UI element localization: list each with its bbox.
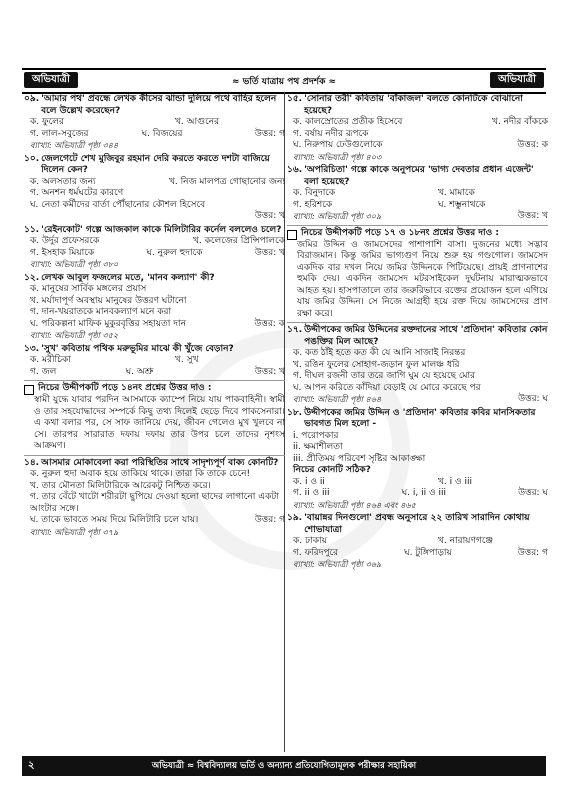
passage-heading: নিচের উদ্দীপকটি পড়ে ১৭ ও ১৮নং প্রশ্নের উত্তর দাও : [301, 227, 500, 238]
option-b: খ. নদীর বাঁককে [492, 117, 548, 127]
answer: উত্তর: ঘ [518, 394, 548, 404]
option-a: ক. উর্দুর প্রফেসরকে [30, 236, 100, 246]
checkbox-icon [287, 230, 297, 240]
question-number: ১১. [24, 224, 40, 235]
question-18 [287, 408, 548, 512]
answer: উত্তর: গ [254, 128, 285, 139]
reference: ব্যাখ্যা: অভিযাত্রী পৃষ্ঠা ৩৫২ [30, 331, 119, 340]
question-number: ০৯. [24, 94, 40, 104]
checkbox-icon [24, 385, 34, 395]
question-16 [287, 165, 548, 223]
question-11 [24, 225, 285, 271]
option-d: ঘ. আপন করিতে কাঁদিয়া বেড়াই যে মোরে করেছে পর [293, 382, 481, 393]
reference: ব্যাখ্যা: অভিযাত্রী পৃষ্ঠা ৩৭৯ [30, 527, 119, 537]
question-number: ১২. [24, 272, 40, 283]
question-09 [24, 94, 285, 152]
reference: ব্যাখ্যা: অভিযাত্রী পৃষ্ঠা ৩৪৪ [30, 141, 119, 150]
option-c: গ. জল [30, 366, 57, 377]
passage-body: জমির উদ্দিন ও জামসেদের পাশাপাশি বাসা। দুজনের মধ্যে সদ্ভাব বিরাজমান। কিন্তু জমির ভাগ্যগুণ নিয়ে শুরু হয় গণ্ডগোল। জামসেদ একদিক বার দখল নিয়ে জমির উদ্দিনকে পিটিয়েছে। প্রায়ই প্রাণনাশের হুমকি দেয়। একদিন জামসেদ মটরসাইকেল দুর্ঘটনায় মারাত্মকভাবে আহত হয়। হাসপাতালে তার জরুরিভাবে রক্তের প্রয়োজন হলে এগিয়ে যায় জমির উদ্দিন। সে নিজে আগ্রহী হয়ে রক্ত দিয়ে জামসেদের প্রাণ রক্ষা করে। [297, 239, 548, 319]
answer: উত্তর: ক [254, 318, 285, 329]
option-c: গ. ii ও iii [293, 488, 330, 498]
reference: ব্যাখ্যা: অভিযাত্রী পৃষ্ঠা ৪০৩ [293, 152, 382, 162]
option-b: খ. কলেজের প্রিন্সিপালকে [192, 236, 285, 246]
question-number: ১৫. [287, 94, 303, 104]
question-number: ১৭. [287, 325, 303, 335]
question-19 [287, 513, 548, 571]
option-a: ক. কালস্রোতের প্রতীক হিসেবে [293, 117, 403, 127]
statement-iii: iii. প্রীতিময় পরিবেশ সৃষ্টির আকাঙ্ক্ষা [293, 453, 426, 464]
option-c: গ. ইসহাক মিয়াকে [30, 247, 95, 258]
option-d: ঘ. তাকে ভাবতে সময় দিয়ে মিলিটারি চলে যায়। [30, 515, 199, 525]
passage-body: স্বামী যুদ্ধে যাবার পরদিন আসমাকে ক্যাম্পে নিয়ে যায় পাকবাহিনী। স্বামী ও তার সহযোদ্ধাদের সম্পর্কে কিছু তথ্য দিলেই ছেড়ে দিবে পাকসেনারা। এ কথা বলার পর, সে সাফ জানিয়ে দেয়, জীবন গেলেও মুখ খুলবে না সে। তারপর সারারাত দফায় দফায় তার উপর চলে তাদের নৃশংস আক্রমণ। [34, 395, 285, 451]
option-d: ঘ. পরিকল্পনা মাফিক মুকুরবৃত্তির সহায়তা দান [30, 318, 186, 329]
question-number: ১৪. [24, 457, 40, 468]
passage-1 [24, 380, 285, 456]
reference: ব্যাখ্যা: অভিযাত্রী পৃষ্ঠা ৩০৯ [293, 212, 382, 221]
option-a: ক. বিনুদাকে [293, 188, 336, 198]
option-b: খ. i ও iii [438, 476, 472, 487]
left-column [24, 94, 285, 750]
question-15 [287, 94, 548, 163]
option-c: গ. দান-খয়রাতকে মানবকল্যাণ মনে করা [30, 307, 172, 317]
question-17 [287, 325, 548, 406]
option-c: গ. হরিশকে [293, 199, 333, 210]
option-b: খ. মর্যাদাপূর্ণ অবস্থায় মানুষের উত্তরণ ঘটানো [30, 295, 187, 306]
option-c: গ. তার বেঁটে খাটো শরীরটা ছুপিয়ে দেওয়া হলো ছাদের লাগানো একটা আংটার সঙ্গে। [30, 492, 279, 514]
option-b: খ. মামাকে [438, 188, 475, 198]
sub-question: নিচের কোনটি সঠিক? [293, 465, 371, 475]
option-d: ঘ. নেতা কর্মীদের বার্তা পৌঁছানোর কৌশল হিসেবে [30, 199, 206, 210]
question-text: 'বায়ান্নর দিনগুলো' প্রবন্ধ অনুসারে ২২ তারিখ সারাদিন কোথায় শোভাযাত্রা [304, 513, 530, 535]
option-b: খ. রঙিন ফুলের সোহাগ-জড়ান ফুল মালঞ্চ ধরি [293, 359, 460, 370]
question-text: 'রেইনকোট' গল্পে আজকাল কাকে মিলিটারির কর্নেল বললেও চলে? [41, 224, 282, 235]
option-b: খ. নিজ মালপত্র গোছানোর জন্য [168, 176, 285, 187]
answer: উত্তর: ঘ [518, 488, 548, 498]
question-13 [24, 344, 285, 379]
option-c: গ. লাল-সবুজের [30, 128, 89, 139]
option-c: গ. অনশন ধর্মঘটের কারণে [30, 188, 124, 198]
option-c: গ. ফরিদপুরে [293, 547, 339, 558]
header-title: ≈ ভর্তি যাত্রায় পথ প্রদর্শক ≈ [231, 76, 337, 87]
reference: ব্যাখ্যা: অভিযাত্রী পৃষ্ঠা ৩৮০ [30, 260, 119, 269]
option-d: ঘ. বিজয়ের [141, 128, 183, 139]
option-a: ক. ফুলের [30, 117, 64, 127]
option-c: গ. বর্ষায় নদীর রূপকে [293, 128, 369, 139]
statement-ii: ii. ক্ষমাশীলতা [293, 442, 343, 452]
option-d: ঘ. নুরুল হুদাকে [146, 247, 203, 258]
question-12 [24, 273, 285, 342]
question-text: 'সোনার তরী' কবিতায় 'বাঁকাজল' বলতে কোনটিকে বোঝানো হয়েছে? [304, 94, 523, 116]
question-text: 'অপরিচিতা' গল্পে কাকে অনুপমের 'ভাগ্য দেবতার প্রধান এজেন্ট' বলা হয়েছে? [304, 165, 534, 187]
option-d: ঘ. নিরুপায় ঢেউগুলোকে [293, 140, 383, 150]
option-a: ক. অলসতার জন্য [30, 176, 96, 187]
question-text: আসমার মোকাবেলা করা পরিস্থিতির সাথে সাদৃশ্যপূর্ণ বাক্য কোনটি? [41, 457, 279, 468]
option-d: ঘ. i, ii ও iii [401, 488, 446, 498]
answer: উত্তর: গ [517, 547, 548, 558]
reference: ব্যাখ্যা: অভিযাত্রী পৃষ্ঠা ৩৬৯ [293, 560, 382, 569]
reference: ব্যাখ্যা: অভিযাত্রী পৃষ্ঠা ৪৬৪ এবং ৪৬৫ [293, 500, 416, 510]
option-b: খ. নারায়ণগঞ্জে [438, 536, 494, 546]
answer: উত্তর: খ [254, 247, 285, 258]
answer: উত্তর: খ [517, 211, 548, 221]
question-number: ১০. [24, 153, 40, 164]
option-d: ঘ. শম্ভুনাথকে [438, 199, 486, 210]
answer: উত্তর: গ [254, 515, 285, 525]
option-a: ক. নুরুল হুদা অবাক হয়ে তাকিয়ে থাকে। তারা কি তাকে চেনে! [30, 469, 251, 479]
page-number: ২ [28, 759, 35, 771]
reference: ব্যাখ্যা: অভিযাত্রী পৃষ্ঠা ৪৬৪ [293, 395, 382, 404]
question-number: ১৯. [287, 513, 303, 523]
option-b: খ. সুখ [175, 355, 199, 365]
question-text: লেখক আবুল ফজলের মতে, 'মানব কল্যাণ' কী? [41, 272, 215, 283]
passage-2 [287, 225, 548, 324]
question-text: জেলগেটে শেখ মুজিবুর রহমান দেরি করতে করতে দশটা বাজিয়ে দিলেন কেন? [41, 153, 270, 175]
option-b: খ. তার মৌনতা মিলিটারিকে আরেকটু নিশ্চিত করে। [30, 480, 211, 491]
option-a: ক. i ও ii [293, 476, 325, 487]
option-a: ক. মানুষের সার্বিক মঙ্গলের প্রয়াস [30, 284, 147, 294]
answer: উত্তর: খ [254, 366, 285, 377]
logo-right: অভিযাত্রী [490, 72, 544, 88]
answer: উত্তর: ক [517, 140, 548, 150]
question-text: উদ্দীপকের জমির উদ্দিন ও 'প্রতিদান' কবিতার কবির মানসিকতার ভাবগত মিল হলো - [304, 407, 536, 429]
question-14 [24, 458, 285, 539]
option-b: খ. আগুনের [175, 117, 220, 127]
option-c: গ. দীঘল রজনী তার তরে জাগি ঘুম যে হয়েছে মোর [293, 371, 476, 381]
question-10 [24, 154, 285, 223]
option-d: ঘ. অশ্রু [125, 366, 154, 377]
page-header [22, 68, 546, 94]
question-text: উদ্দীপকের জমির উদ্দিনের রক্তদানের সাথে 'প্রতিদান' কবিতার কোন পঙক্তির মিল আছে? [304, 325, 548, 347]
question-number: ১৬. [287, 165, 303, 175]
right-column [287, 94, 548, 750]
question-number: ১৮. [287, 407, 303, 418]
option-a: ক. ঢাকায় [293, 536, 327, 546]
footer-text: অভিযাত্রী ≈ বিশ্ববিদ্যালয় ভর্তি ও অন্যান্য প্রতিযোগিতামূলক পরীক্ষার সহায়িকা [151, 761, 417, 771]
passage-heading: নিচের উদ্দীপকটি পড়ে ১৪নং প্রশ্নের উত্তর দাও : [38, 383, 212, 393]
statement-i: i. পরোপকার [293, 430, 339, 441]
question-text: 'সুখ' কবিতায় পথিক মরুভূমির মাঝে কী খুঁজে বেড়ান? [41, 343, 234, 354]
option-a: ক. কত ঠাঁই হতে কত কী যে আনি সাজাই নিরন্তর [293, 348, 466, 358]
logo-left: অভিযাত্রী [24, 72, 78, 88]
answer: উত্তর: খ [254, 211, 285, 221]
option-d: ঘ. টুঙ্গিপাড়ায় [404, 547, 452, 558]
page-footer [22, 756, 546, 776]
option-a: ক. মরীচিকা [30, 355, 71, 365]
question-text: 'আমার পথ' প্রবন্ধে লেখক কীসের ঝান্ডা দুলিয়ে পথে বাহির হলেন বলে উল্লেখ করেছেন? [41, 94, 277, 116]
question-number: ১৩. [24, 343, 40, 354]
